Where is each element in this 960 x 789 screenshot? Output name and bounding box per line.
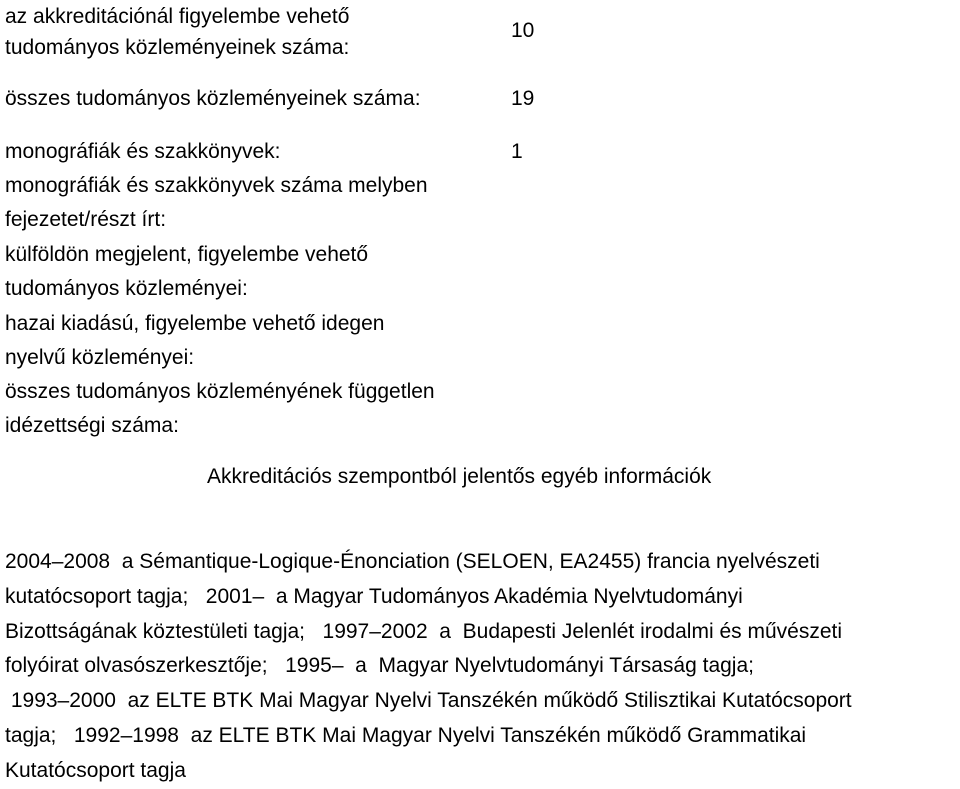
info-line: kutatócsoport tagja; 2001– a Magyar Tudományos Akadémia Nyelvtudományi xyxy=(5,584,743,608)
stat-label-akkreditacio-2: tudományos közleményeinek száma: xyxy=(5,36,350,59)
stat-value-akkreditacio: 10 xyxy=(511,19,535,42)
stat-label-osszes-kozlemeny: összes tudományos közleményeinek száma: xyxy=(5,87,421,110)
info-line: Bizottságának köztestületi tagja; 1997–2002 a Budapesti Jelenlét irodalmi és művészeti xyxy=(5,619,842,643)
info-line: folyóirat olvasószerkesztője; 1995– a Magyar Nyelvtudományi Társaság tagja; xyxy=(5,654,754,678)
stat-label-kulfoldon-1: külföldön megjelent, figyelembe vehető xyxy=(5,243,369,266)
stat-label-hazai-2: nyelvű közleményei: xyxy=(5,346,195,369)
stat-label-monografiak: monográfiák és szakkönyvek: xyxy=(5,140,281,163)
stat-label-idezettseg-1: összes tudományos közleményének független xyxy=(5,380,435,403)
stat-label-kulfoldon-2: tudományos közleményei: xyxy=(5,277,248,300)
stat-label-hazai-1: hazai kiadású, figyelembe vehető idegen xyxy=(5,312,385,335)
stat-label-fejezet-1: monográfiák és szakkönyvek száma melyben xyxy=(5,174,428,197)
section-heading: Akkreditációs szempontból jelentős egyéb információk xyxy=(207,465,712,488)
stat-label-fejezet-2: fejezetet/részt írt: xyxy=(5,208,167,231)
info-line: 2004–2008 a Sémantique-Logique-Énonciation (SELOEN, EA2455) francia nyelvészeti xyxy=(5,550,820,573)
stat-value-monografiak: 1 xyxy=(511,140,523,163)
info-line: tagja; 1992–1998 az ELTE BTK Mai Magyar Nyelvi Tanszékén működő Grammatikai xyxy=(5,723,807,747)
stat-value-osszes-kozlemeny: 19 xyxy=(511,87,535,110)
stat-label-idezettseg-2: idézettségi száma: xyxy=(5,414,179,437)
info-line: 1993–2000 az ELTE BTK Mai Magyar Nyelvi Tanszékén működő Stilisztikai Kutatócsoport xyxy=(5,689,852,713)
info-line: Kutatócsoport tagja xyxy=(5,758,186,782)
stat-label-akkreditacio-1: az akkreditációnál figyelembe vehető xyxy=(5,5,350,28)
info-paragraph xyxy=(5,545,960,789)
